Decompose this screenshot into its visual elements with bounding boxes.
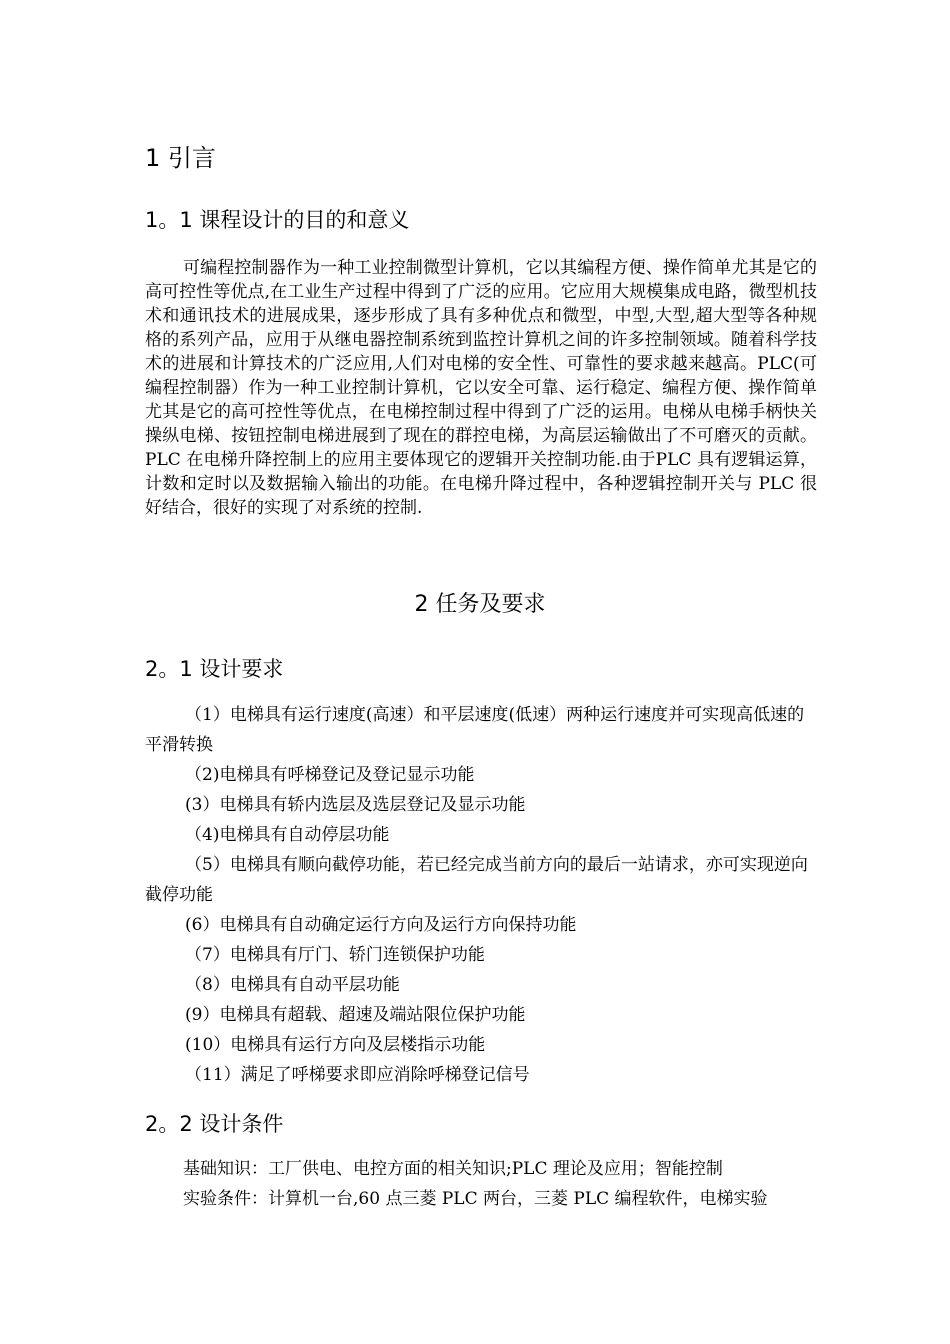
requirements-list [145,700,817,1090]
condition-line: 基础知识：工厂供电、电控方面的相关知识;PLC 理论及应用；智能控制 [183,1159,723,1179]
requirement-item: (3）电梯具有轿内选层及选层登记及显示功能 [185,795,526,815]
section-2-1-title: 2。1 设计要求 [145,657,284,681]
condition-line: 实验条件：计算机一台,60 点三菱 PLC 两台，三菱 PLC 编程软件，电梯实验 [183,1189,768,1209]
section-1-title: 1 引言 [145,144,216,172]
conditions-block [145,1154,817,1214]
requirement-item: （5）电梯具有顺向截停功能，若已经完成当前方向的最后一站请求，亦可实现逆向截停功能 [145,855,808,905]
requirement-item: （7）电梯具有厅门、轿门连锁保护功能 [185,945,485,965]
requirement-item: （11）满足了呼梯要求即应消除呼梯登记信号 [185,1065,530,1085]
requirement-item: (9）电梯具有超载、超速及端站限位保护功能 [185,1005,526,1025]
requirement-item: （2)电梯具有呼梯登记及登记显示功能 [185,765,475,785]
section-1-1-title: 1。1 课程设计的目的和意义 [145,208,410,232]
section-1-1-paragraph: 可编程控制器作为一种工业控制微型计算机，它以其编程方便、操作简单尤其是它的高可控性等优点,在工业生产过程中得到了广泛的应用。它应用大规模集成电路，微型机技术和通讯技术的进展成果，逐步形成了具有多种优点和微型，中型,大型,超大型等各种规格的系列产品，应用于从继电器控制系统到监控计算机之间的许多控制领域。随着科学技术的进展和计算技术的广泛应用,人们对电梯的安全性、可靠性的要求越来越高。PLC(可编程控制器）作为一种工业控制计算机，它以安全可靠、运行稳定、编程方便、操作简单尤其是它的高可控性等优点，在电梯控制过程中得到了广泛的运用。电梯从电梯手柄快关操纵电梯、按钮控制电梯进展到了现在的群控电梯，为高层运输做出了不可磨灭的贡献。PLC 在电梯升降控制上的应用主要体现它的逻辑开关控制功能.由于PLC 具有逻辑运算，计数和定时以及数据输入输出的功能。在电梯升降过程中，各种逻辑控制开关与 PLC 很好结合，很好的实现了对系统的控制. [145,258,817,518]
requirement-item: （8）电梯具有自动平层功能 [185,975,400,995]
section-2-title: 2 任务及要求 [414,592,546,617]
requirement-item: (6）电梯具有自动确定运行方向及运行方向保持功能 [185,915,577,935]
requirement-item: (10）电梯具有运行方向及层楼指示功能 [185,1035,486,1055]
requirement-item: （4)电梯具有自动停层功能 [185,825,390,845]
requirement-item: （1）电梯具有运行速度(高速）和平层速度(低速）两种运行速度并可实现高低速的平滑转换 [145,705,805,755]
section-2-2-title: 2。2 设计条件 [145,1112,284,1136]
